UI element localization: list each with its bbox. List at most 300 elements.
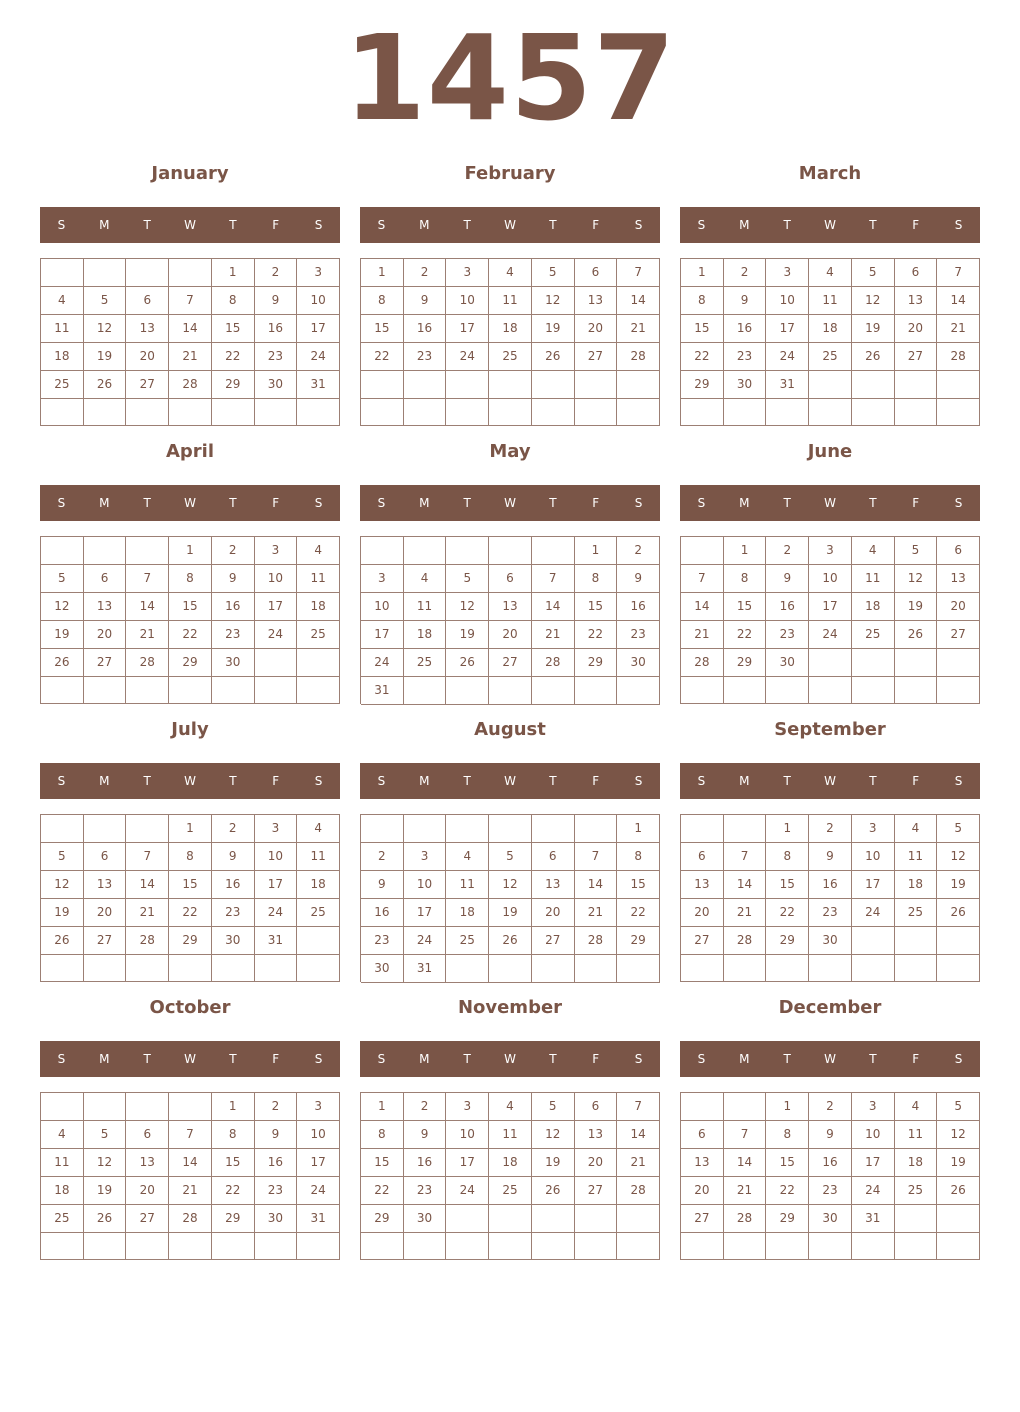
weekday-label: M (739, 774, 750, 788)
empty-day-cell (724, 1233, 767, 1260)
day-cell: 18 (404, 621, 447, 649)
day-cell: 18 (895, 871, 938, 899)
empty-day-cell (297, 649, 340, 677)
day-grid (360, 258, 660, 426)
day-cell: 15 (617, 871, 660, 899)
day-cell: 17 (852, 871, 895, 899)
day-cell: 11 (41, 1149, 84, 1177)
day-cell: 30 (255, 371, 298, 399)
weekday-label: S (634, 218, 643, 232)
weekday-label: T (229, 774, 237, 788)
day-cell: 2 (255, 259, 298, 287)
day-cell: 24 (255, 621, 298, 649)
day-cell: 26 (489, 927, 532, 955)
weekday-label: W (824, 218, 836, 232)
day-cell: 12 (446, 593, 489, 621)
empty-day-cell (297, 955, 340, 982)
empty-day-cell (126, 1233, 169, 1260)
day-cell: 12 (937, 843, 980, 871)
day-cell: 14 (724, 1149, 767, 1177)
day-cell: 18 (489, 1149, 532, 1177)
day-cell: 4 (446, 843, 489, 871)
empty-day-cell (809, 1233, 852, 1260)
day-cell: 27 (84, 649, 127, 677)
day-cell: 16 (724, 315, 767, 343)
day-cell: 30 (255, 1205, 298, 1233)
day-cell: 10 (255, 843, 298, 871)
empty-day-cell (255, 1233, 298, 1260)
day-cell: 29 (361, 1205, 404, 1233)
day-cell: 11 (895, 843, 938, 871)
weekday-label: W (824, 774, 836, 788)
day-cell: 8 (766, 843, 809, 871)
month-name: December (778, 997, 882, 1018)
empty-day-cell (895, 927, 938, 955)
day-cell: 18 (41, 1177, 84, 1205)
month-name: June (807, 441, 853, 462)
day-cell: 6 (895, 259, 938, 287)
day-cell: 24 (446, 1177, 489, 1205)
day-cell: 17 (809, 593, 852, 621)
empty-day-cell (84, 1093, 127, 1121)
day-cell: 9 (212, 565, 255, 593)
day-cell: 2 (766, 537, 809, 565)
empty-day-cell (937, 1233, 980, 1260)
weekday-header (680, 763, 980, 799)
day-cell: 8 (361, 1121, 404, 1149)
day-cell: 3 (446, 259, 489, 287)
day-cell: 10 (297, 287, 340, 315)
month-name: January (151, 163, 229, 184)
year-title: 1457 (343, 9, 677, 147)
empty-day-cell (937, 955, 980, 982)
day-cell: 8 (212, 287, 255, 315)
day-cell: 25 (41, 1205, 84, 1233)
day-cell: 22 (212, 343, 255, 371)
day-cell: 21 (724, 1177, 767, 1205)
day-cell: 23 (617, 621, 660, 649)
day-cell: 23 (724, 343, 767, 371)
weekday-label: W (184, 496, 196, 510)
empty-day-cell (489, 1233, 532, 1260)
day-cell: 25 (809, 343, 852, 371)
empty-day-cell (937, 1205, 980, 1233)
weekday-label: T (869, 496, 877, 510)
weekday-label: S (954, 496, 963, 510)
empty-day-cell (446, 955, 489, 983)
day-cell: 11 (489, 287, 532, 315)
day-cell: 25 (297, 621, 340, 649)
empty-day-cell (724, 1093, 767, 1121)
day-cell: 13 (84, 871, 127, 899)
day-cell: 10 (255, 565, 298, 593)
day-cell: 31 (361, 677, 404, 705)
day-cell: 22 (169, 899, 212, 927)
empty-day-cell (41, 537, 84, 565)
weekday-label: F (912, 496, 920, 510)
empty-day-cell (84, 1233, 127, 1260)
day-cell: 20 (575, 1149, 618, 1177)
empty-day-cell (532, 399, 575, 427)
day-cell: 28 (617, 343, 660, 371)
weekday-label: T (549, 218, 557, 232)
empty-day-cell (361, 537, 404, 565)
day-cell: 25 (404, 649, 447, 677)
day-cell: 17 (297, 1149, 340, 1177)
day-cell: 13 (126, 315, 169, 343)
empty-day-cell (297, 927, 340, 955)
day-cell: 16 (212, 593, 255, 621)
empty-day-cell (41, 1093, 84, 1121)
month-name: May (489, 441, 531, 462)
empty-day-cell (361, 1233, 404, 1260)
empty-day-cell (489, 1205, 532, 1233)
day-cell: 8 (169, 565, 212, 593)
day-cell: 22 (766, 1177, 809, 1205)
weekday-label: T (549, 774, 557, 788)
day-cell: 4 (489, 259, 532, 287)
day-cell: 28 (937, 343, 980, 371)
weekday-label: M (99, 218, 110, 232)
day-cell: 25 (489, 1177, 532, 1205)
weekday-label: F (912, 218, 920, 232)
day-cell: 10 (297, 1121, 340, 1149)
day-cell: 2 (809, 815, 852, 843)
day-cell: 7 (575, 843, 618, 871)
day-cell: 30 (766, 649, 809, 677)
day-cell: 23 (766, 621, 809, 649)
day-cell: 9 (617, 565, 660, 593)
day-cell: 6 (84, 565, 127, 593)
day-cell: 28 (575, 927, 618, 955)
empty-day-cell (126, 815, 169, 843)
day-cell: 22 (212, 1177, 255, 1205)
day-cell: 27 (681, 927, 724, 955)
day-cell: 10 (446, 287, 489, 315)
empty-day-cell (212, 677, 255, 704)
empty-day-cell (809, 955, 852, 982)
day-cell: 21 (169, 1177, 212, 1205)
day-cell: 13 (937, 565, 980, 593)
day-grid (360, 814, 660, 982)
weekday-header (360, 485, 660, 521)
day-cell: 7 (724, 843, 767, 871)
day-cell: 12 (41, 871, 84, 899)
empty-day-cell (404, 371, 447, 399)
empty-day-cell (489, 399, 532, 427)
weekday-label: T (463, 1052, 471, 1066)
day-cell: 4 (852, 537, 895, 565)
empty-day-cell (575, 399, 618, 427)
empty-day-cell (617, 399, 660, 427)
day-cell: 3 (297, 259, 340, 287)
empty-day-cell (681, 677, 724, 704)
day-cell: 20 (84, 621, 127, 649)
day-cell: 12 (852, 287, 895, 315)
day-cell: 29 (575, 649, 618, 677)
day-cell: 20 (575, 315, 618, 343)
empty-day-cell (84, 259, 127, 287)
weekday-header (680, 1041, 980, 1077)
day-cell: 26 (895, 621, 938, 649)
day-cell: 3 (255, 815, 298, 843)
weekday-label: S (314, 774, 323, 788)
day-grid (680, 536, 980, 704)
empty-day-cell (126, 399, 169, 426)
day-cell: 17 (446, 315, 489, 343)
day-cell: 30 (361, 955, 404, 983)
day-cell: 6 (126, 1121, 169, 1149)
day-cell: 3 (852, 815, 895, 843)
empty-day-cell (84, 399, 127, 426)
day-cell: 11 (404, 593, 447, 621)
day-cell: 3 (446, 1093, 489, 1121)
weekday-label: M (99, 1052, 110, 1066)
weekday-label: S (377, 496, 386, 510)
day-cell: 20 (895, 315, 938, 343)
day-cell: 16 (255, 1149, 298, 1177)
day-cell: 15 (724, 593, 767, 621)
day-cell: 11 (297, 843, 340, 871)
day-cell: 19 (41, 899, 84, 927)
day-cell: 5 (446, 565, 489, 593)
day-cell: 7 (617, 259, 660, 287)
month-name: October (149, 997, 231, 1018)
empty-day-cell (169, 677, 212, 704)
day-cell: 27 (575, 1177, 618, 1205)
day-cell: 8 (212, 1121, 255, 1149)
day-cell: 28 (532, 649, 575, 677)
month-name: April (165, 441, 215, 462)
empty-day-cell (446, 399, 489, 427)
day-cell: 19 (937, 1149, 980, 1177)
weekday-label: M (419, 774, 430, 788)
weekday-label: T (143, 774, 151, 788)
day-cell: 16 (809, 871, 852, 899)
weekday-label: S (634, 496, 643, 510)
day-cell: 4 (41, 1121, 84, 1149)
day-cell: 22 (169, 621, 212, 649)
empty-day-cell (169, 1093, 212, 1121)
weekday-label: S (697, 218, 706, 232)
day-cell: 12 (937, 1121, 980, 1149)
day-cell: 26 (532, 343, 575, 371)
day-cell: 1 (617, 815, 660, 843)
empty-day-cell (361, 815, 404, 843)
day-cell: 6 (489, 565, 532, 593)
empty-day-cell (852, 371, 895, 399)
day-cell: 24 (852, 899, 895, 927)
weekday-label: F (912, 774, 920, 788)
day-cell: 24 (297, 343, 340, 371)
day-cell: 20 (532, 899, 575, 927)
day-cell: 10 (852, 1121, 895, 1149)
empty-day-cell (126, 955, 169, 982)
day-cell: 29 (766, 1205, 809, 1233)
day-cell: 6 (532, 843, 575, 871)
weekday-label: S (377, 774, 386, 788)
empty-day-cell (84, 537, 127, 565)
day-cell: 9 (809, 843, 852, 871)
weekday-label: S (954, 774, 963, 788)
day-cell: 21 (126, 899, 169, 927)
empty-day-cell (937, 927, 980, 955)
day-cell: 24 (404, 927, 447, 955)
day-cell: 22 (766, 899, 809, 927)
weekday-header (680, 485, 980, 521)
day-cell: 1 (169, 815, 212, 843)
weekday-label: T (143, 1052, 151, 1066)
day-cell: 21 (126, 621, 169, 649)
day-cell: 19 (489, 899, 532, 927)
day-cell: 23 (404, 343, 447, 371)
day-cell: 18 (895, 1149, 938, 1177)
day-cell: 7 (126, 565, 169, 593)
weekday-label: S (697, 1052, 706, 1066)
day-cell: 29 (212, 371, 255, 399)
day-cell: 13 (126, 1149, 169, 1177)
day-cell: 17 (297, 315, 340, 343)
day-cell: 20 (489, 621, 532, 649)
day-cell: 22 (681, 343, 724, 371)
empty-day-cell (575, 955, 618, 983)
day-cell: 25 (895, 1177, 938, 1205)
day-cell: 7 (169, 287, 212, 315)
empty-day-cell (489, 955, 532, 983)
day-cell: 14 (126, 871, 169, 899)
weekday-label: M (419, 1052, 430, 1066)
weekday-label: F (272, 1052, 280, 1066)
day-cell: 22 (361, 1177, 404, 1205)
day-cell: 26 (84, 371, 127, 399)
day-cell: 30 (404, 1205, 447, 1233)
day-cell: 27 (126, 371, 169, 399)
day-cell: 3 (255, 537, 298, 565)
day-cell: 24 (255, 899, 298, 927)
weekday-label: W (504, 496, 516, 510)
day-cell: 22 (617, 899, 660, 927)
empty-day-cell (895, 1205, 938, 1233)
day-cell: 19 (937, 871, 980, 899)
day-cell: 28 (724, 1205, 767, 1233)
day-cell: 31 (297, 371, 340, 399)
empty-day-cell (575, 1205, 618, 1233)
day-cell: 25 (297, 899, 340, 927)
weekday-label: T (783, 218, 791, 232)
empty-day-cell (532, 371, 575, 399)
empty-day-cell (681, 815, 724, 843)
day-cell: 8 (575, 565, 618, 593)
day-cell: 1 (361, 259, 404, 287)
day-cell: 20 (126, 343, 169, 371)
empty-day-cell (617, 1205, 660, 1233)
empty-day-cell (255, 955, 298, 982)
empty-day-cell (255, 399, 298, 426)
day-cell: 31 (404, 955, 447, 983)
weekday-label: S (314, 496, 323, 510)
weekday-label: F (912, 1052, 920, 1066)
day-cell: 27 (532, 927, 575, 955)
day-cell: 15 (681, 315, 724, 343)
day-cell: 12 (532, 287, 575, 315)
weekday-label: T (549, 496, 557, 510)
weekday-header (360, 763, 660, 799)
empty-day-cell (937, 371, 980, 399)
empty-day-cell (255, 677, 298, 704)
day-cell: 23 (212, 621, 255, 649)
day-cell: 19 (532, 315, 575, 343)
empty-day-cell (809, 649, 852, 677)
day-cell: 4 (404, 565, 447, 593)
day-cell: 14 (681, 593, 724, 621)
empty-day-cell (84, 815, 127, 843)
day-cell: 2 (404, 259, 447, 287)
empty-day-cell (361, 399, 404, 427)
day-cell: 15 (361, 1149, 404, 1177)
empty-day-cell (937, 677, 980, 704)
day-cell: 19 (895, 593, 938, 621)
day-cell: 17 (766, 315, 809, 343)
empty-day-cell (575, 1233, 618, 1260)
day-grid (360, 536, 660, 704)
day-cell: 5 (84, 1121, 127, 1149)
weekday-header (40, 1041, 340, 1077)
weekday-label: M (99, 496, 110, 510)
day-cell: 29 (766, 927, 809, 955)
empty-day-cell (126, 537, 169, 565)
day-cell: 29 (169, 927, 212, 955)
day-cell: 10 (809, 565, 852, 593)
day-cell: 13 (895, 287, 938, 315)
weekday-label: W (504, 218, 516, 232)
day-cell: 25 (895, 899, 938, 927)
day-cell: 16 (617, 593, 660, 621)
empty-day-cell (575, 815, 618, 843)
day-cell: 23 (809, 899, 852, 927)
weekday-label: T (229, 1052, 237, 1066)
empty-day-cell (532, 955, 575, 983)
weekday-label: F (272, 218, 280, 232)
day-cell: 26 (852, 343, 895, 371)
empty-day-cell (361, 371, 404, 399)
day-cell: 27 (126, 1205, 169, 1233)
day-cell: 7 (532, 565, 575, 593)
empty-day-cell (681, 399, 724, 426)
empty-day-cell (169, 955, 212, 982)
day-cell: 13 (489, 593, 532, 621)
day-cell: 28 (126, 649, 169, 677)
empty-day-cell (617, 1233, 660, 1260)
day-cell: 23 (212, 899, 255, 927)
day-cell: 24 (446, 343, 489, 371)
empty-day-cell (852, 927, 895, 955)
empty-day-cell (41, 815, 84, 843)
day-cell: 4 (297, 815, 340, 843)
weekday-label: S (377, 1052, 386, 1066)
day-cell: 19 (41, 621, 84, 649)
day-cell: 4 (809, 259, 852, 287)
weekday-header (680, 207, 980, 243)
day-cell: 26 (937, 1177, 980, 1205)
weekday-label: W (184, 774, 196, 788)
day-cell: 13 (681, 871, 724, 899)
empty-day-cell (937, 399, 980, 426)
day-cell: 8 (617, 843, 660, 871)
day-cell: 2 (617, 537, 660, 565)
weekday-label: S (314, 218, 323, 232)
day-cell: 11 (809, 287, 852, 315)
day-cell: 22 (724, 621, 767, 649)
